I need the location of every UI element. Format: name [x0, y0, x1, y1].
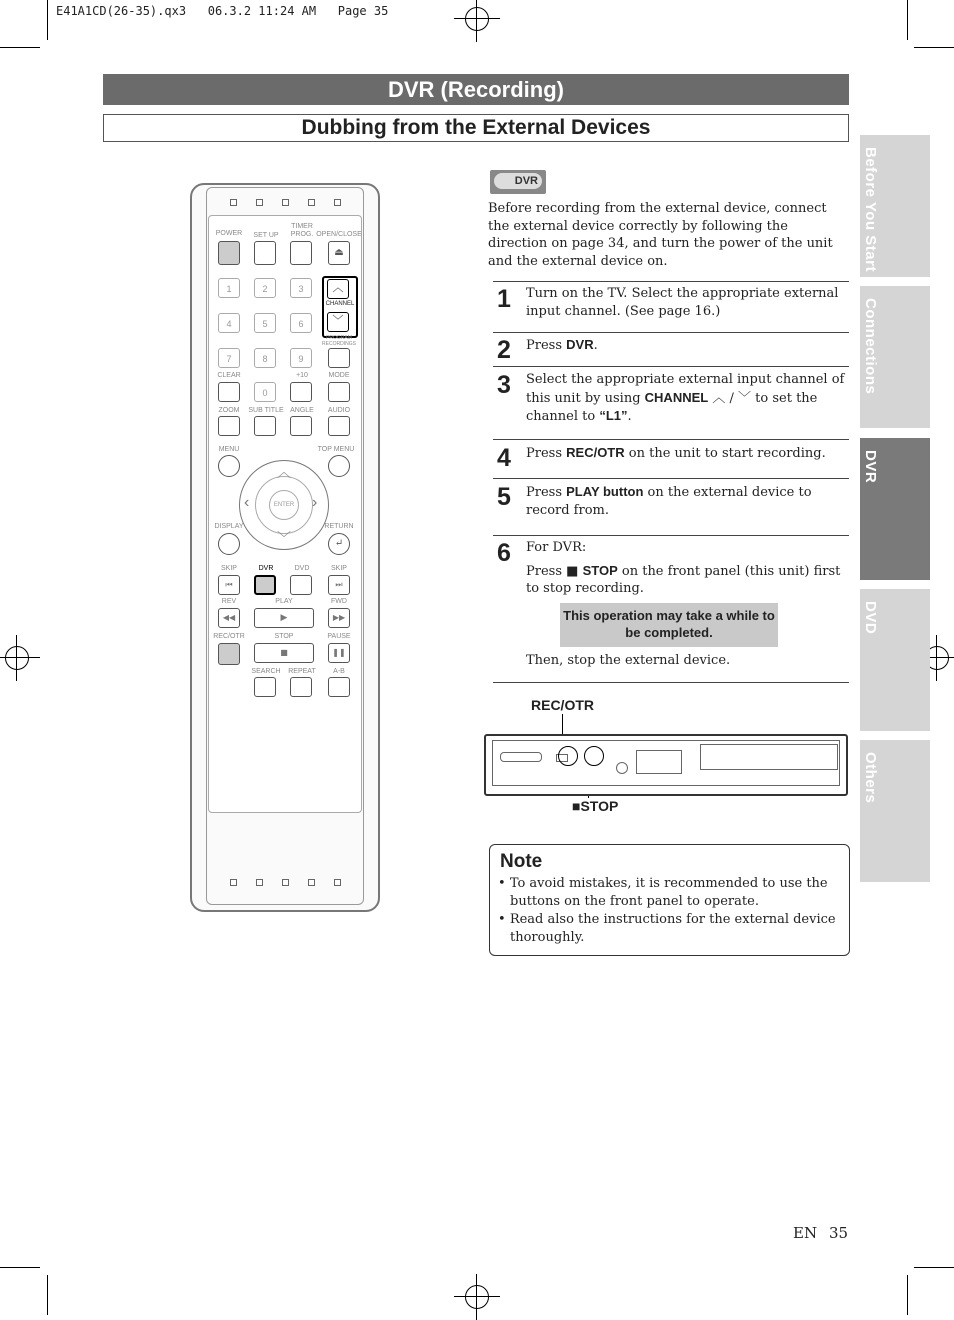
power-button[interactable]	[218, 241, 240, 265]
zoom-label: ZOOM	[218, 407, 240, 414]
crop-mark	[47, 1275, 48, 1315]
rec-otr-label: REC/OTR	[213, 633, 245, 640]
clear-label: CLEAR	[217, 372, 241, 379]
channel-down-button[interactable]: ﹀	[327, 312, 349, 332]
crop-mark	[0, 47, 40, 48]
setup-button[interactable]	[254, 241, 276, 265]
digit-2-button[interactable]: 2	[254, 278, 276, 298]
pause-button[interactable]: ❚❚	[328, 643, 350, 663]
rec-otr-button[interactable]	[218, 643, 240, 665]
step-text: For DVR: Press ■ STOP on the front panel (this unit) first to stop recording.	[526, 540, 841, 596]
crop-mark	[47, 0, 48, 40]
open-close-button[interactable]: ⏏	[328, 241, 350, 265]
step-number: 2	[497, 336, 511, 364]
stop-unit-button[interactable]	[584, 746, 604, 766]
crop-mark	[914, 47, 954, 48]
note-list	[498, 875, 838, 947]
dvr-label: DVR	[258, 565, 274, 572]
ab-button[interactable]	[328, 677, 350, 697]
fwd-label: FWD	[331, 598, 347, 605]
play-label: PLAY	[275, 598, 293, 605]
stop-callout-label: ■STOP	[572, 798, 619, 814]
tab-dvd[interactable]: DVD	[860, 589, 930, 731]
menu-label: MENU	[218, 446, 240, 453]
enter-button[interactable]: ENTER	[269, 490, 299, 520]
nav-up-icon[interactable]: ︿	[277, 465, 291, 481]
angle-label: ANGLE	[290, 407, 314, 414]
indicator-dot	[230, 879, 237, 886]
step-5	[493, 483, 849, 536]
power-label: POWER	[215, 230, 243, 237]
intro-paragraph: Before recording from the external device, connect the external device correctly by following the direction on page 34, and turn the power of the unit and the external device on.	[488, 201, 833, 269]
search-button[interactable]	[254, 677, 276, 697]
mode-label: MODE	[328, 372, 350, 379]
program-recordings-label: PROGRAM RECORDINGS	[322, 335, 356, 347]
digit-4-button[interactable]: 4	[218, 313, 240, 333]
subtitle-button[interactable]	[254, 416, 276, 436]
display-label: DISPLAY	[214, 523, 244, 530]
print-slug: E41A1CD(26-35).qx3 06.3.2 11:24 AM Page 35	[56, 4, 389, 18]
skip-back-button[interactable]: ⏮	[218, 575, 240, 595]
digit-9-button[interactable]: 9	[290, 348, 312, 368]
digit-8-button[interactable]: 8	[254, 348, 276, 368]
return-label: RETURN	[324, 523, 354, 530]
stop-label: STOP	[274, 633, 294, 640]
step-text: Press PLAY button on the external device to record from.	[526, 484, 812, 518]
step-text: Press REC/OTR on the unit to start recording.	[526, 445, 826, 461]
digit-3-button[interactable]: 3	[290, 278, 312, 298]
audio-button[interactable]	[328, 416, 350, 436]
registration-mark	[460, 2, 494, 36]
page-subtitle: Dubbing from the External Devices	[103, 114, 849, 142]
indicator-dot	[256, 879, 263, 886]
open-close-label: OPEN/CLOSE	[316, 231, 362, 238]
up-arrow-icon: ︿	[712, 390, 726, 406]
stop-square-icon: ■	[572, 798, 581, 814]
crop-mark	[914, 1267, 954, 1268]
nav-right-icon[interactable]: ›	[312, 494, 318, 511]
nav-left-icon[interactable]: ‹	[244, 494, 250, 511]
indicator-dot	[282, 199, 289, 206]
skip-fwd-button[interactable]: ⏭	[328, 575, 350, 595]
step-number: 6	[497, 539, 511, 567]
step-number: 1	[497, 285, 511, 313]
crop-mark	[0, 1267, 40, 1268]
digit-7-button[interactable]: 7	[218, 348, 240, 368]
crop-mark	[907, 0, 908, 40]
display-button[interactable]	[218, 533, 240, 555]
note-box	[489, 844, 850, 956]
subtitle-label: SUB TITLE	[248, 407, 284, 414]
step-number: 3	[497, 371, 511, 399]
note-item: • To avoid mistakes, it is recommended to use the buttons on the front panel to operate.	[498, 876, 828, 909]
step-text: Select the appropriate external input channel of this unit by using CHANNEL ︿ / ﹀ to set the channel to “L1”.	[526, 372, 845, 424]
digit-0-button[interactable]: 0	[254, 382, 276, 402]
fwd-button[interactable]: ▶▶	[328, 608, 350, 628]
search-label: SEARCH	[251, 668, 281, 675]
dvr-button[interactable]	[254, 575, 276, 595]
clear-button[interactable]	[218, 382, 240, 402]
repeat-label: REPEAT	[288, 668, 316, 675]
indicator-dot	[308, 879, 315, 886]
step-number: 4	[497, 444, 511, 472]
angle-button[interactable]	[290, 416, 312, 436]
zoom-button[interactable]	[218, 416, 240, 436]
channel-label: CHANNEL	[325, 301, 355, 307]
down-arrow-icon: ﹀	[738, 390, 752, 406]
digit-1-button[interactable]: 1	[218, 278, 240, 298]
step-6	[493, 539, 849, 683]
timer-prog-button[interactable]	[290, 241, 312, 265]
divider	[493, 366, 849, 367]
play-button[interactable]: ▶	[254, 608, 314, 628]
indicator-dot	[282, 879, 289, 886]
mode-button[interactable]	[328, 382, 350, 402]
page-number: 35	[829, 1224, 849, 1242]
channel-up-button[interactable]: ︿	[327, 279, 349, 299]
setup-label: SET UP	[253, 232, 279, 239]
note-item: • Read also the instructions for the external device thoroughly.	[498, 912, 836, 945]
indicator-dot	[230, 199, 237, 206]
skip-back-label: SKIP	[221, 565, 237, 572]
dvd-label: DVD	[294, 565, 310, 572]
indicator-dot	[256, 199, 263, 206]
tab-connections[interactable]: Connections	[860, 286, 930, 428]
callout-box: This operation may take a while to be completed.	[560, 603, 778, 647]
digit-5-button[interactable]: 5	[254, 313, 276, 333]
dvr-unit-front-panel	[484, 734, 848, 796]
tab-dvr[interactable]: DVR	[860, 438, 930, 580]
indicator-dot	[334, 879, 341, 886]
indicator-dot	[308, 199, 315, 206]
step-4	[493, 444, 849, 479]
ab-label: A-B	[333, 668, 345, 675]
dvr-mode-icon: DVR	[490, 170, 546, 194]
page-title: DVR (Recording)	[103, 74, 849, 105]
step-text: Turn on the TV. Select the appropriate external input channel. (See page 16.)	[526, 286, 839, 319]
stop-square-icon: ■	[566, 563, 579, 579]
step-number: 5	[497, 483, 511, 511]
registration-mark	[460, 1280, 494, 1314]
crop-mark	[907, 1275, 908, 1315]
top-menu-label: TOP MENU	[317, 446, 355, 453]
plus10-label: +10	[296, 372, 308, 379]
indicator-dot	[334, 199, 341, 206]
rec-otr-callout-label: REC/OTR	[531, 697, 594, 713]
footer-language: EN	[793, 1224, 818, 1242]
pause-label: PAUSE	[327, 633, 351, 640]
step-3	[493, 371, 849, 440]
step-6-after: Then, stop the external device.	[526, 653, 731, 668]
tab-others[interactable]: Others	[860, 740, 930, 882]
divider	[493, 281, 849, 282]
repeat-button[interactable]	[290, 677, 312, 697]
skip-fwd-label: SKIP	[331, 565, 347, 572]
rev-button[interactable]: ◀◀	[218, 608, 240, 628]
program-recordings-button[interactable]	[328, 348, 350, 368]
stop-button[interactable]: ■	[254, 643, 314, 663]
digit-6-button[interactable]: 6	[290, 313, 312, 333]
plus10-button[interactable]	[290, 382, 312, 402]
dvd-button[interactable]	[290, 575, 312, 595]
rev-label: REV	[221, 598, 237, 605]
rec-otr-unit-button[interactable]	[558, 746, 578, 766]
nav-down-icon[interactable]: ﹀	[277, 531, 291, 547]
tab-before-you-start[interactable]: Before You Start	[860, 135, 930, 277]
menu-button[interactable]	[218, 455, 240, 477]
step-2	[493, 336, 849, 366]
step-text: Press DVR.	[526, 337, 598, 353]
step-1	[493, 285, 849, 333]
return-button[interactable]: ↵	[328, 533, 350, 555]
timer-label: TIMER PROG.	[290, 223, 314, 238]
audio-label: AUDIO	[327, 407, 351, 414]
note-title: Note	[500, 851, 543, 872]
top-menu-button[interactable]	[328, 455, 350, 477]
registration-mark	[0, 641, 34, 675]
